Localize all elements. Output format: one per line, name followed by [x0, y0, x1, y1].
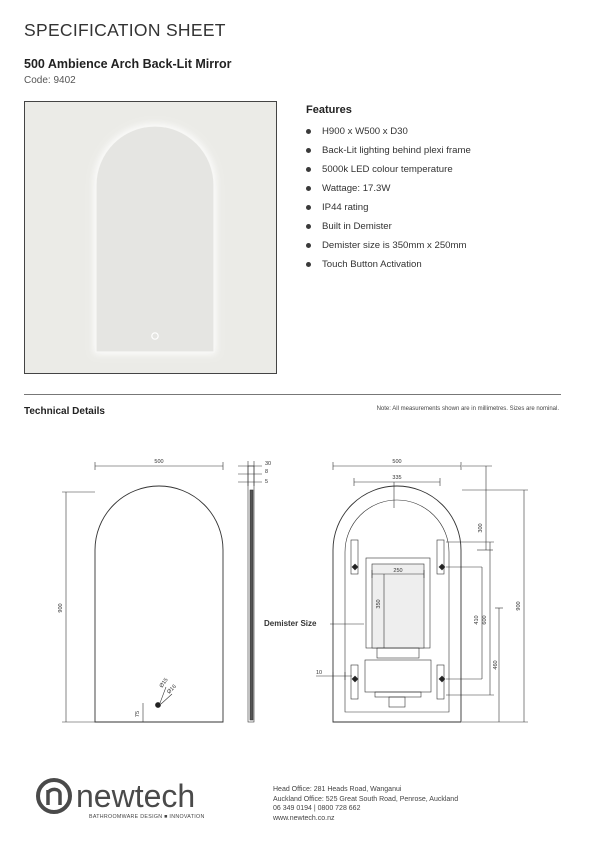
bullet-icon — [306, 205, 311, 210]
feature-item: Built in Demister — [306, 217, 576, 236]
feature-item: 5000k LED colour temperature — [306, 160, 576, 179]
button-inset-label: 75 — [135, 710, 141, 718]
newtech-logo — [36, 778, 236, 814]
feature-item: Touch Button Activation — [306, 255, 576, 274]
side-d2-label: 8 — [265, 469, 269, 475]
technical-drawings — [0, 450, 595, 740]
feature-item: H900 x W500 x D30 — [306, 122, 576, 141]
dia-large-label: Ø16 — [166, 683, 178, 696]
bullet-icon — [306, 186, 311, 191]
demister-size-label: Demister Size — [264, 619, 317, 628]
demister-height-label: 350 — [376, 599, 382, 609]
product-image — [24, 101, 277, 374]
brand-tagline: BATHROOMWARE DESIGN ■ INNOVATION — [89, 814, 205, 820]
bullet-icon — [306, 262, 311, 267]
h410-label: 410 — [474, 615, 480, 625]
bullet-icon — [306, 224, 311, 229]
product-code: Code: 9402 — [24, 75, 76, 86]
bullet-icon — [306, 167, 311, 172]
contact-line: Head Office: 281 Heads Road, Wanganui — [273, 786, 402, 793]
front-height-label: 900 — [58, 603, 64, 613]
contact-line: Auckland Office: 525 Great South Road, Penrose, Auckland — [273, 795, 459, 803]
side-offset-label: 10 — [316, 670, 323, 676]
product-name: 500 Ambience Arch Back-Lit Mirror — [24, 57, 232, 71]
brand-name: newtech — [76, 778, 196, 814]
h460-label: 460 — [493, 660, 499, 670]
feature-item: Demister size is 350mm x 250mm — [306, 236, 576, 255]
back-view — [316, 462, 528, 722]
measurement-note: Note: All measurements shown are in millimetres. Sizes are nominal. — [376, 406, 559, 412]
top-offset-label: 300 — [478, 523, 484, 533]
h600-label: 600 — [482, 615, 488, 625]
feature-item: Wattage: 17.3W — [306, 179, 576, 198]
bullet-icon — [306, 148, 311, 153]
technical-heading: Technical Details — [24, 406, 105, 417]
dia-small-label: Ø15 — [158, 677, 170, 690]
bullet-icon — [306, 129, 311, 134]
section-divider — [24, 394, 561, 395]
feature-item: IP44 rating — [306, 198, 576, 217]
back-inner-width-label: 335 — [392, 475, 402, 481]
side-depth-label: 30 — [265, 461, 272, 467]
h900-label: 900 — [516, 601, 522, 611]
page-title: SPECIFICATION SHEET — [24, 20, 226, 40]
demister-width-label: 250 — [393, 568, 403, 574]
feature-item: Back-Lit lighting behind plexi frame — [306, 141, 576, 160]
features-heading: Features — [306, 104, 352, 116]
front-view — [62, 462, 223, 722]
front-width-label: 500 — [154, 459, 164, 465]
bullet-icon — [306, 243, 311, 248]
side-view — [238, 461, 262, 722]
mirror-illustration — [25, 102, 276, 373]
side-d3-label: 5 — [265, 479, 269, 485]
features-list — [306, 122, 576, 274]
contact-line: www.newtech.co.nz — [273, 814, 335, 822]
contact-details — [273, 785, 458, 823]
contact-line: 06 349 0194 | 0800 728 662 — [273, 805, 361, 812]
back-width-label: 500 — [392, 459, 402, 465]
